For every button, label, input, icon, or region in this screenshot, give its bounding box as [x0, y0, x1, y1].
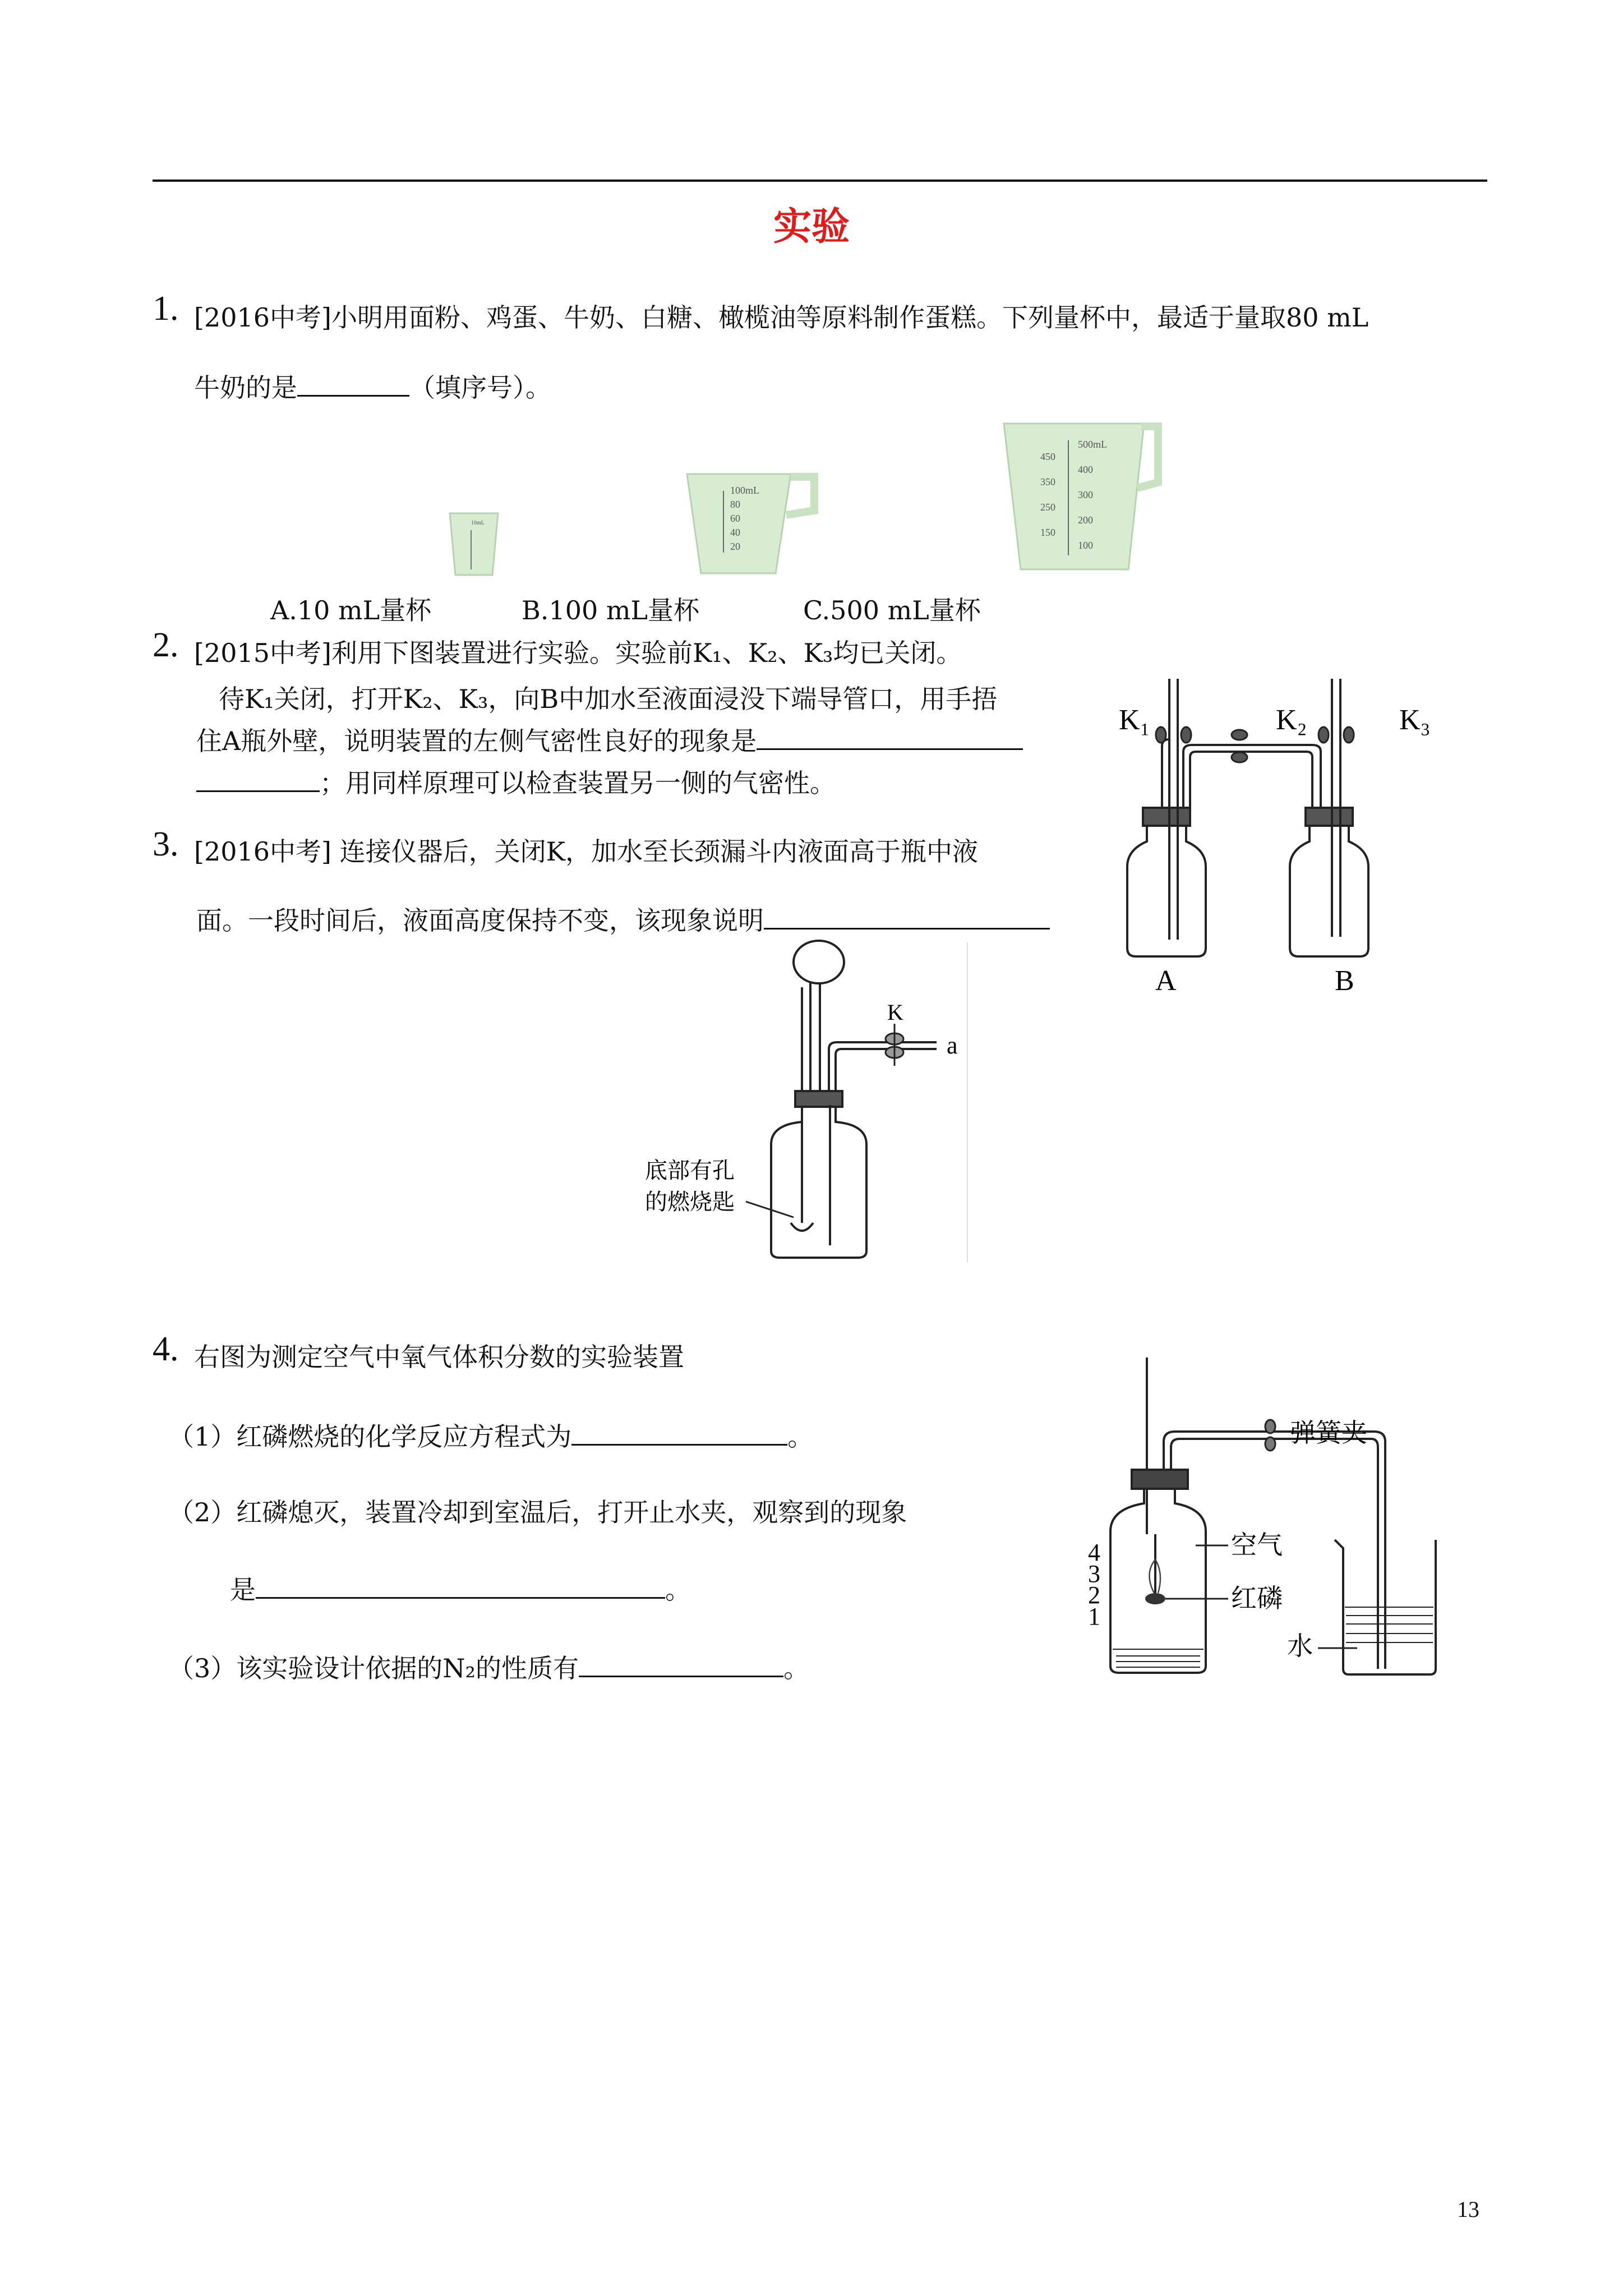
svg-text:100: 100 [1078, 540, 1093, 551]
q1-line1: [2016中考]小明用面粉、鸡蛋、牛奶、白糖、橄榄油等原料制作蛋糕。下列量杯中，最适于量取80 mL [194, 302, 1369, 333]
q2-line2: 待K₁关闭，打开K₂、K₃，向B中加水至液面浸没下端导管口，用手捂 [219, 684, 998, 714]
svg-text:150: 150 [1040, 527, 1055, 538]
svg-text:300: 300 [1078, 489, 1093, 500]
label-spoon-line2: 的燃烧匙 [645, 1189, 735, 1214]
svg-text:450: 450 [1040, 451, 1055, 462]
scale-1: 1 [1088, 1603, 1100, 1630]
option-a: A.10 mL量杯 [270, 595, 432, 625]
svg-text:400: 400 [1078, 464, 1093, 475]
q2-line3: 住A瓶外壁，说明装置的左侧气密性良好的现象是 [196, 721, 1023, 758]
label-a-outlet: a [947, 1032, 958, 1059]
svg-text:200: 200 [1078, 514, 1093, 526]
scale-4: 4 [1088, 1539, 1100, 1566]
q4-apparatus-figure [1066, 1346, 1503, 1694]
q2-apparatus-figure [1099, 673, 1481, 1010]
q2-line1: [2015中考]利用下图装置进行实验。实验前K₁、K₂、K₃均已关闭。 [194, 638, 962, 668]
label-air: 空气 [1231, 1531, 1283, 1559]
svg-text:100mL: 100mL [730, 485, 759, 496]
svg-text:10mL: 10mL [471, 520, 485, 526]
scale-3: 3 [1088, 1560, 1100, 1588]
question-number: 1. [153, 289, 179, 328]
question-3 [153, 825, 179, 864]
svg-text:250: 250 [1040, 501, 1055, 513]
label-k3: K₃ [1399, 704, 1431, 736]
svg-text:60: 60 [730, 513, 740, 524]
question-number: 2. [153, 626, 179, 664]
answer-blank[interactable] [297, 372, 409, 397]
svg-text:500mL: 500mL [1078, 439, 1107, 450]
q2-line4: ；用同样原理可以检查装置另一侧的气密性。 [196, 763, 836, 800]
q4-part2: （2）红磷熄灭，装置冷却到室温后，打开止水夹，观察到的现象 [168, 1497, 907, 1527]
page-title: 实验 [773, 205, 850, 249]
svg-text:350: 350 [1040, 476, 1055, 487]
cup-a [450, 513, 498, 575]
option-c: C.500 mL量杯 [803, 595, 981, 625]
question-2 [153, 625, 179, 665]
q4-part1: （1）红磷燃烧的化学反应方程式为 。 [168, 1421, 814, 1452]
label-clip: 弹簧夹 [1290, 1419, 1367, 1447]
question-1 [153, 289, 179, 329]
answer-blank[interactable] [571, 1421, 787, 1446]
cup-b [687, 474, 814, 573]
label-water: 水 [1287, 1632, 1313, 1660]
q3-line1: [2016中考] 连接仪器后，关闭K，加水至长颈漏斗内液面高于瓶中液 [194, 836, 978, 867]
scale-2: 2 [1088, 1581, 1100, 1609]
measuring-cups-figure [437, 415, 1178, 583]
answer-blank[interactable] [764, 905, 1050, 930]
cup-c [1004, 424, 1158, 569]
option-b: B.100 mL量杯 [522, 595, 700, 625]
question-number: 3. [153, 825, 179, 863]
question-number: 4. [153, 1330, 179, 1368]
label-k: K [887, 1000, 903, 1025]
q1-line2: 牛奶的是 （填序号）。 [194, 372, 551, 403]
label-b: B [1335, 965, 1354, 997]
question-4 [153, 1329, 179, 1369]
q4-part3: （3）该实验设计依据的N₂的性质有 。 [168, 1653, 809, 1683]
label-phosphorus: 红磷 [1231, 1584, 1283, 1613]
label-a: A [1155, 965, 1177, 997]
svg-text:20: 20 [730, 541, 740, 552]
header-rule [153, 180, 1487, 182]
answer-blank[interactable] [757, 726, 1023, 750]
label-k1: K₁ [1119, 704, 1150, 736]
svg-text:40: 40 [730, 527, 740, 538]
answer-blank[interactable] [579, 1653, 783, 1677]
answer-blank[interactable] [256, 1575, 665, 1599]
page-number: 13 [1457, 2197, 1479, 2222]
q4-intro: 右图为测定空气中氧气体积分数的实验装置 [194, 1342, 684, 1372]
svg-text:80: 80 [730, 499, 740, 510]
q4-part2-answer: 是 。 [230, 1575, 691, 1605]
label-k2: K₂ [1276, 704, 1307, 736]
answer-blank[interactable] [196, 768, 320, 792]
label-spoon-line1: 底部有孔 [645, 1158, 735, 1183]
q3-line2: 面。一段时间后，液面高度保持不变，该现象说明 [196, 900, 1050, 937]
q3-apparatus-figure [617, 931, 976, 1268]
